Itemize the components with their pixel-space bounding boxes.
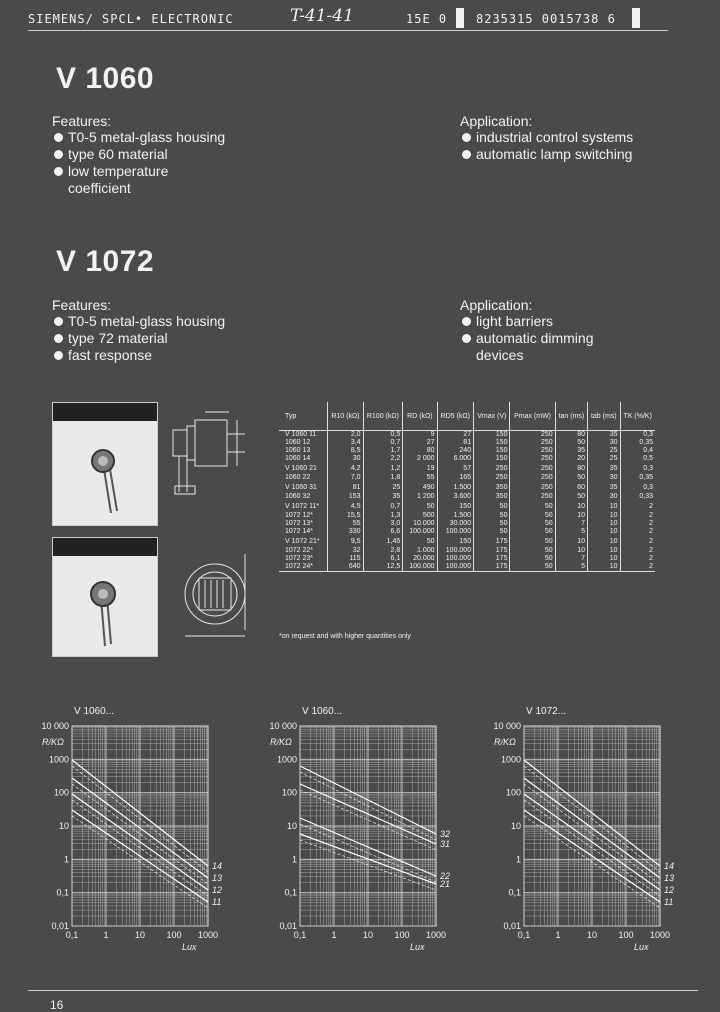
table-cell: 10 bbox=[588, 563, 620, 572]
y-tick-label: 0,1 bbox=[284, 887, 297, 898]
table-cell: 0,5 bbox=[620, 455, 655, 463]
graphs-area bbox=[28, 700, 708, 958]
table-cell: 1060 32 bbox=[285, 493, 311, 500]
y-tick-label: 10 000 bbox=[493, 721, 521, 731]
table-cell: 150 bbox=[437, 501, 474, 512]
application-item: devices bbox=[476, 347, 524, 363]
y-tick-label: 1000 bbox=[500, 754, 521, 765]
table-cell: 10 bbox=[555, 501, 587, 512]
feature-item: T0-5 metal-glass housing bbox=[52, 313, 225, 330]
header-code-2: 8235315 0015738 6 bbox=[476, 12, 616, 26]
y-tick-label: 1000 bbox=[48, 754, 69, 765]
application-list-v1072 bbox=[460, 313, 594, 364]
table-cell: 20.000 bbox=[403, 555, 437, 563]
table-cell: 50 bbox=[403, 536, 437, 547]
table-cell: 115 bbox=[328, 555, 363, 563]
table-cell: 60 bbox=[555, 482, 587, 493]
table-cell: 35 bbox=[588, 463, 620, 474]
feature-item: type 60 material bbox=[52, 146, 225, 163]
y-tick-label: 1 bbox=[291, 854, 297, 865]
y-tick-label: 100 bbox=[281, 787, 297, 798]
table-cell: 2 bbox=[620, 555, 655, 563]
table-cell: 0,7 bbox=[363, 439, 403, 447]
table-row bbox=[279, 501, 655, 512]
table-cell: 5 bbox=[555, 563, 587, 572]
table-cell: 2 bbox=[620, 563, 655, 572]
table-cell: 2,2 bbox=[363, 455, 403, 463]
table-header-cell: RD (kΩ) bbox=[403, 402, 437, 431]
table-cell: 3.600 bbox=[437, 493, 474, 501]
table-cell: 25 bbox=[363, 482, 403, 493]
table-cell: 1.500 bbox=[437, 482, 474, 493]
table-cell: 1,3 bbox=[363, 512, 403, 520]
table-header-cell: tan (ms) bbox=[555, 402, 587, 431]
table-cell: 1,2 bbox=[363, 463, 403, 474]
table-header-cell: Vmax (V) bbox=[474, 402, 510, 431]
page-number: 16 bbox=[50, 998, 64, 1012]
header-block-2 bbox=[632, 8, 640, 28]
table-row bbox=[279, 520, 655, 528]
table-cell: 175 bbox=[474, 547, 510, 555]
table-cell: 1,7 bbox=[363, 447, 403, 455]
dimension-drawing-v1072 bbox=[165, 540, 273, 648]
table-cell: 10 bbox=[555, 512, 587, 520]
table-cell: 55 bbox=[328, 520, 363, 528]
photo-v1072 bbox=[52, 537, 158, 657]
table-cell: 2,8 bbox=[363, 547, 403, 555]
feature-item: low temperature bbox=[52, 163, 225, 180]
table-cell: 50 bbox=[510, 555, 555, 563]
x-tick-label: 100 bbox=[166, 930, 182, 940]
model-title-v1060: V 1060 bbox=[56, 62, 155, 95]
table-cell: 1072 22* bbox=[285, 547, 314, 554]
table-cell: V 1072 11* bbox=[285, 502, 320, 510]
table-row bbox=[279, 563, 655, 572]
table-cell: V 1060 31 bbox=[285, 483, 317, 491]
y-tick-label: 10 bbox=[58, 821, 69, 831]
table-cell: 30 bbox=[588, 493, 620, 501]
table-cell: 1060 12 bbox=[285, 439, 311, 446]
y-tick-label: 0,1 bbox=[56, 887, 69, 898]
y-tick-label: 0,01 bbox=[51, 921, 69, 931]
table-cell: 250 bbox=[510, 439, 555, 447]
application-item: automatic lamp switching bbox=[460, 146, 633, 163]
table-cell: 100.000 bbox=[437, 555, 474, 563]
table-cell: 150 bbox=[474, 431, 510, 440]
table-cell: 250 bbox=[510, 463, 555, 474]
table-cell: 0,7 bbox=[363, 501, 403, 512]
table-footnote: *on request and with higher quantities only bbox=[279, 633, 411, 640]
table-cell: 0,3 bbox=[620, 482, 655, 493]
table-cell: 10 bbox=[588, 512, 620, 520]
table-cell: 30 bbox=[588, 439, 620, 447]
header-company: SIEMENS/ SPCL• ELECTRONIC bbox=[28, 12, 234, 26]
table-cell: 1072 13* bbox=[285, 520, 314, 527]
y-tick-label: 0,1 bbox=[508, 887, 521, 898]
table-cell: 20 bbox=[555, 455, 587, 463]
table-cell: 4,5 bbox=[328, 501, 363, 512]
table-row bbox=[279, 447, 655, 455]
feature-item: T0-5 metal-glass housing bbox=[52, 129, 225, 146]
table-cell: 50 bbox=[510, 547, 555, 555]
features-label-v1072: Features: bbox=[52, 297, 112, 313]
curve-label: 14 bbox=[212, 861, 223, 871]
table-cell: 81 bbox=[328, 482, 363, 493]
table-cell: 10.000 bbox=[403, 520, 437, 528]
table-cell: 2 bbox=[620, 512, 655, 520]
table-cell: 100.000 bbox=[437, 563, 474, 572]
header-block-1 bbox=[456, 8, 464, 28]
y-tick-label: 1000 bbox=[276, 754, 297, 765]
table-cell: 250 bbox=[474, 463, 510, 474]
feature-item: coefficient bbox=[68, 180, 131, 196]
table-cell: 32 bbox=[328, 547, 363, 555]
table-cell: 15,5 bbox=[328, 512, 363, 520]
table-cell: 0,35 bbox=[620, 439, 655, 447]
table-cell: 80 bbox=[403, 447, 437, 455]
table-cell: 1060 13 bbox=[285, 447, 311, 454]
table-cell: 2 000 bbox=[403, 455, 437, 463]
table-row bbox=[279, 439, 655, 447]
table-cell: 50 bbox=[510, 520, 555, 528]
table-row bbox=[279, 547, 655, 555]
table-cell: 80 bbox=[555, 463, 587, 474]
y-tick-label: 0,01 bbox=[279, 921, 297, 931]
table-cell: 250 bbox=[510, 493, 555, 501]
table-cell: 27 bbox=[403, 439, 437, 447]
table-cell: 1 200 bbox=[403, 493, 437, 501]
table-row bbox=[279, 555, 655, 563]
y-axis-label: R/KΩ bbox=[494, 737, 516, 747]
table-cell: 80 bbox=[555, 431, 587, 440]
table-row bbox=[279, 474, 655, 482]
x-tick-label: 1000 bbox=[197, 930, 219, 940]
table-cell: 9 bbox=[403, 431, 437, 440]
table-cell: 1.500 bbox=[437, 512, 474, 520]
application-list-v1060 bbox=[460, 129, 633, 163]
table-cell: 7,0 bbox=[328, 474, 363, 482]
table-cell: 500 bbox=[403, 512, 437, 520]
table-cell: 30.000 bbox=[437, 520, 474, 528]
dimension-drawing-v1060 bbox=[165, 400, 273, 530]
y-tick-label: 0,01 bbox=[503, 921, 521, 931]
table-cell: 3,4 bbox=[328, 439, 363, 447]
table-cell: 1.000 bbox=[403, 547, 437, 555]
table-cell: 2 bbox=[620, 547, 655, 555]
x-axis-label: Lux bbox=[182, 942, 197, 952]
table-cell: 10 bbox=[555, 536, 587, 547]
table-cell: 57 bbox=[437, 463, 474, 474]
table-cell: 165 bbox=[437, 474, 474, 482]
table-cell: 50 bbox=[510, 512, 555, 520]
table-cell: 150 bbox=[437, 536, 474, 547]
table-header-row bbox=[279, 402, 655, 431]
table-cell: 250 bbox=[510, 482, 555, 493]
y-tick-label: 10 000 bbox=[269, 721, 297, 731]
header-rule bbox=[28, 30, 668, 31]
table-cell: 0,33 bbox=[620, 493, 655, 501]
x-tick-label: 1 bbox=[103, 930, 109, 940]
table-cell: 30 bbox=[328, 455, 363, 463]
table-cell: 9,5 bbox=[328, 536, 363, 547]
table-cell: 30 bbox=[588, 474, 620, 482]
table-cell: 1,8 bbox=[363, 474, 403, 482]
table-cell: 50 bbox=[474, 501, 510, 512]
x-tick-label: 1 bbox=[331, 930, 337, 940]
table-cell: 150 bbox=[474, 447, 510, 455]
table-cell: 2 bbox=[620, 536, 655, 547]
model-title-v1072: V 1072 bbox=[56, 245, 155, 278]
table-header-cell: Typ bbox=[279, 402, 328, 431]
curve-label: 13 bbox=[212, 873, 223, 883]
table-cell: 50 bbox=[510, 501, 555, 512]
table-cell: 240 bbox=[437, 447, 474, 455]
table-cell: 100.000 bbox=[437, 528, 474, 536]
graph-3 bbox=[493, 706, 674, 952]
curve-label: 11 bbox=[664, 897, 674, 907]
table-cell: 50 bbox=[555, 493, 587, 501]
graph-title: V 1072... bbox=[526, 706, 567, 717]
table-cell: 50 bbox=[474, 520, 510, 528]
x-tick-label: 0,1 bbox=[65, 930, 79, 940]
x-tick-label: 1 bbox=[555, 930, 561, 940]
table-cell: 50 bbox=[474, 528, 510, 536]
table-cell: 2 bbox=[620, 528, 655, 536]
x-axis-label: Lux bbox=[634, 942, 649, 952]
table-header-cell: tab (ms) bbox=[588, 402, 620, 431]
y-tick-label: 10 000 bbox=[41, 721, 69, 731]
table-header-cell: R10 (kΩ) bbox=[328, 402, 363, 431]
table-header-cell: R100 (kΩ) bbox=[363, 402, 403, 431]
table-cell: 7 bbox=[555, 555, 587, 563]
table-cell: 250 bbox=[510, 474, 555, 482]
y-tick-label: 10 bbox=[510, 821, 521, 831]
curve-label: 12 bbox=[212, 885, 223, 895]
table-cell: 350 bbox=[474, 482, 510, 493]
table-cell: 5 bbox=[555, 528, 587, 536]
table-cell: 10 bbox=[588, 520, 620, 528]
table-cell: 55 bbox=[403, 474, 437, 482]
y-axis-label: R/KΩ bbox=[42, 737, 64, 747]
table-cell: 2 bbox=[620, 520, 655, 528]
table-cell: 2 bbox=[620, 501, 655, 512]
table-cell: 1072 12* bbox=[285, 512, 314, 519]
curve-label: 22 bbox=[440, 871, 451, 881]
table-cell: 250 bbox=[510, 455, 555, 463]
table-cell: 19 bbox=[403, 463, 437, 474]
table-row bbox=[279, 482, 655, 493]
y-tick-label: 1 bbox=[515, 854, 521, 865]
table-cell: 175 bbox=[474, 555, 510, 563]
table-cell: 10 bbox=[588, 528, 620, 536]
table-cell: 12,5 bbox=[363, 563, 403, 572]
table-cell: 250 bbox=[510, 431, 555, 440]
table-cell: 50 bbox=[510, 563, 555, 572]
application-label-v1072: Application: bbox=[460, 297, 533, 313]
table-cell: 350 bbox=[474, 493, 510, 501]
feature-item: fast response bbox=[52, 347, 225, 364]
table-cell: 0,5 bbox=[363, 431, 403, 440]
table-cell: 7 bbox=[555, 520, 587, 528]
table-cell: 0,4 bbox=[620, 447, 655, 455]
footer-rule bbox=[28, 990, 698, 991]
table-cell: 1072 14* bbox=[285, 528, 314, 535]
curve-label: 14 bbox=[664, 861, 675, 871]
curve-label: 21 bbox=[440, 879, 451, 889]
application-item: industrial control systems bbox=[460, 129, 633, 146]
table-row bbox=[279, 431, 655, 440]
table-cell: 1072 24* bbox=[279, 563, 328, 572]
table-cell: 0,3 bbox=[620, 463, 655, 474]
table-cell: 50 bbox=[474, 512, 510, 520]
table-cell: 50 bbox=[403, 501, 437, 512]
x-tick-label: 10 bbox=[134, 930, 146, 940]
x-tick-label: 10 bbox=[586, 930, 598, 940]
table-cell: 50 bbox=[510, 536, 555, 547]
table-cell: 150 bbox=[474, 455, 510, 463]
header-handwritten-code: T-41-41 bbox=[290, 6, 354, 26]
table-cell: 1072 23* bbox=[285, 555, 314, 562]
application-label-v1060: Application: bbox=[460, 113, 533, 129]
table-cell: 50 bbox=[510, 528, 555, 536]
table-cell: 50 bbox=[555, 474, 587, 482]
table-cell: V 1060 11 bbox=[285, 431, 317, 438]
application-item: light barriers bbox=[460, 313, 594, 330]
table-row bbox=[279, 528, 655, 536]
x-tick-label: 0,1 bbox=[293, 930, 307, 940]
x-tick-label: 100 bbox=[394, 930, 410, 940]
table-cell: 100.000 bbox=[403, 563, 437, 572]
table-cell: 10 bbox=[588, 536, 620, 547]
application-item: automatic dimming bbox=[460, 330, 594, 347]
table-row bbox=[279, 536, 655, 547]
feature-item: type 72 material bbox=[52, 330, 225, 347]
table-cell: 0,35 bbox=[620, 474, 655, 482]
x-tick-label: 1000 bbox=[649, 930, 671, 940]
table-cell: 250 bbox=[510, 447, 555, 455]
curve-label: 13 bbox=[664, 873, 675, 883]
x-tick-label: 100 bbox=[618, 930, 634, 940]
curve-label: 12 bbox=[664, 885, 675, 895]
header-code-1: 15E 0 bbox=[406, 12, 448, 26]
graph-title: V 1060... bbox=[74, 706, 115, 717]
photo-v1060 bbox=[52, 402, 158, 526]
x-tick-label: 1000 bbox=[425, 930, 447, 940]
table-cell: 1060 22 bbox=[285, 474, 311, 481]
features-label-v1060: Features: bbox=[52, 113, 112, 129]
features-list-v1072 bbox=[52, 313, 225, 364]
table-header-cell: TK (%/K) bbox=[620, 402, 655, 431]
features-list-v1060 bbox=[52, 129, 225, 197]
table-cell: 8,5 bbox=[328, 447, 363, 455]
table-cell: V 1060 21 bbox=[285, 464, 317, 472]
table-cell: 175 bbox=[474, 536, 510, 547]
table-cell: 100.000 bbox=[403, 528, 437, 536]
y-tick-label: 100 bbox=[53, 787, 69, 798]
table-cell: 1060 14 bbox=[285, 455, 311, 462]
table-row bbox=[279, 463, 655, 474]
table-cell: 10 bbox=[588, 501, 620, 512]
table-cell: 3,0 bbox=[363, 520, 403, 528]
table-cell: 490 bbox=[403, 482, 437, 493]
table-row bbox=[279, 512, 655, 520]
table-cell: 330 bbox=[328, 528, 363, 536]
table-row bbox=[279, 493, 655, 501]
table-cell: 250 bbox=[474, 474, 510, 482]
table-cell: 640 bbox=[328, 563, 363, 572]
table-cell: V 1072 21* bbox=[285, 537, 320, 545]
y-axis-label: R/KΩ bbox=[270, 737, 292, 747]
x-axis-label: Lux bbox=[410, 942, 425, 952]
table-cell: 100.000 bbox=[437, 547, 474, 555]
curve-label: 32 bbox=[440, 829, 451, 839]
table-cell: 6,6 bbox=[363, 528, 403, 536]
table-cell: 27 bbox=[437, 431, 474, 440]
header-line bbox=[28, 8, 638, 30]
table-cell: 25 bbox=[588, 447, 620, 455]
table-cell: 50 bbox=[555, 439, 587, 447]
table-cell: 150 bbox=[474, 439, 510, 447]
table-cell: 25 bbox=[588, 455, 620, 463]
table-row bbox=[279, 455, 655, 463]
y-tick-label: 100 bbox=[505, 787, 521, 798]
table-cell: 35 bbox=[588, 431, 620, 440]
table-cell: 153 bbox=[328, 493, 363, 501]
table-cell: 2,0 bbox=[328, 431, 363, 440]
table-cell: 10 bbox=[588, 547, 620, 555]
y-tick-label: 1 bbox=[63, 854, 69, 865]
table-cell: 4,2 bbox=[328, 463, 363, 474]
curve-label: 11 bbox=[212, 897, 222, 907]
table-cell: 35 bbox=[588, 482, 620, 493]
table-cell: 6,1 bbox=[363, 555, 403, 563]
table-cell: 35 bbox=[555, 447, 587, 455]
table-header-cell: RD5 (kΩ) bbox=[437, 402, 474, 431]
table-cell: 0,3 bbox=[620, 431, 655, 440]
table-cell: 81 bbox=[437, 439, 474, 447]
graph-1 bbox=[41, 706, 222, 952]
x-tick-label: 0,1 bbox=[517, 930, 531, 940]
x-tick-label: 10 bbox=[362, 930, 374, 940]
spec-table bbox=[279, 402, 655, 572]
graph-2 bbox=[269, 706, 450, 952]
table-cell: 1,45 bbox=[363, 536, 403, 547]
graph-title: V 1060... bbox=[302, 706, 343, 717]
table-header-cell: Pmax (mW) bbox=[510, 402, 555, 431]
table-cell: 35 bbox=[363, 493, 403, 501]
table-cell: 6.000 bbox=[437, 455, 474, 463]
curve-label: 31 bbox=[440, 839, 451, 849]
table-cell: 10 bbox=[588, 555, 620, 563]
table-cell: 175 bbox=[474, 563, 510, 572]
table-cell: 10 bbox=[555, 547, 587, 555]
y-tick-label: 10 bbox=[286, 821, 297, 831]
